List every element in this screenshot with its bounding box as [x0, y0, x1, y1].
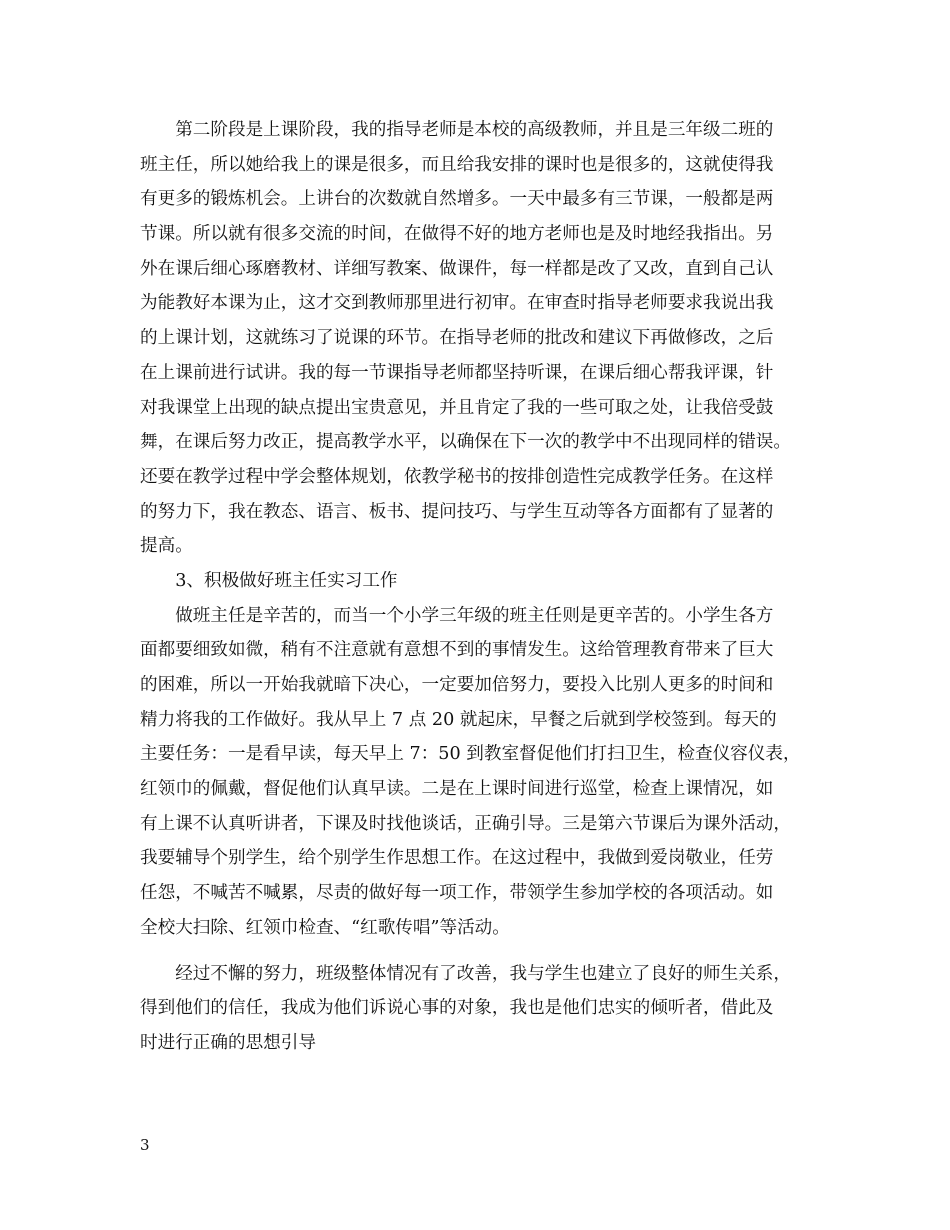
text-line: 外在课后细心琢磨教材、详细写教案、做课件，每一样都是改了又改，直到自己认 [140, 258, 774, 279]
text-line: 得到他们的信任，我成为他们诉说心事的对象，我也是他们忠实的倾听者，借此及 [140, 998, 774, 1019]
text-line: 的上课计划，这就练习了说课的环节。在指导老师的批改和建议下再做修改，之后 [140, 328, 774, 349]
text-line: 经过不懈的努力，班级整体情况有了改善，我与学生也建立了良好的师生关系， [140, 963, 791, 984]
text-line: 第二阶段是上课阶段，我的指导老师是本校的高级教师，并且是三年级二班的 [140, 120, 774, 140]
text-line: 红领巾的佩戴，督促他们认真早读。二是在上课时间进行巡堂，检查上课情况，如 [140, 779, 774, 800]
text-line: 有上课不认真听讲者，下课及时找他谈话，正确引导。三是第六节课后为课外活动， [140, 813, 791, 834]
text-line: 对我课堂上出现的缺点提出宝贵意见，并且肯定了我的一些可取之处，让我倍受鼓 [140, 397, 774, 418]
text-line: 班主任，所以她给我上的课是很多，而且给我安排的课时也是很多的，这就使得我 [140, 154, 774, 175]
text-line: 时进行正确的思想引导 [140, 1032, 316, 1053]
text-line: 为能教好本课为止，这才交到教师那里进行初审。在审查时指导老师要求我说出我 [140, 293, 774, 314]
text-line: 全校大扫除、红领巾检查、“红歌传唱”等活动。 [140, 917, 510, 938]
text-line: 面都要细致如微，稍有不注意就有意想不到的事情发生。这给管理教育带来了巨大 [140, 640, 774, 661]
paragraph-spacing [140, 946, 816, 957]
text-line: 在上课前进行试讲。我的每一节课指导老师都坚持听课，在课后细心帮我评课，针 [140, 362, 774, 383]
text-line: 我要辅导个别学生，给个别学生作思想工作。在这过程中，我做到爱岗敬业，任劳 [140, 848, 774, 869]
text-line: 的困难，所以一开始我就暗下决心，一定要加倍努力，要投入比别人更多的时间和 [140, 675, 774, 695]
text-line: 做班主任是辛苦的，而当一个小学三年级的班主任则是更辛苦的。小学生各方 [140, 605, 774, 626]
text-line: 有更多的锻炼机会。上讲台的次数就自然增多。一天中最多有三节课，一般都是两 [140, 189, 774, 210]
text-line: 主要任务：一是看早读，每天早上 7：50 到教室督促他们打扫卫生，检查仪容仪表， [140, 744, 801, 765]
text-line: 的努力下，我在教态、语言、板书、提问技巧、与学生互动等各方面都有了显著的 [140, 501, 774, 522]
section-heading: 3、积极做好班主任实习工作 [140, 570, 398, 591]
text-line: 精力将我的工作做好。我从早上 7 点 20 就起床，早餐之后就到学校签到。每天的 [140, 709, 777, 730]
page-number: 3 [140, 1136, 150, 1154]
text-line: 节课。所以就有很多交流的时间，在做得不好的地方老师也是及时地经我指出。另 [140, 224, 774, 245]
text-line: 任怨，不喊苦不喊累，尽责的做好每一项工作，带领学生参加学校的各项活动。如 [140, 883, 774, 904]
text-line: 提高。 [140, 536, 193, 557]
text-line: 还要在教学过程中学会整体规划，依教学秘书的按排创造性完成教学任务。在这样 [140, 466, 774, 487]
document-body [140, 113, 816, 1061]
text-line: 舞，在课后努力改正，提高教学水平，以确保在下一次的教学中不出现同样的错误。 [140, 432, 791, 453]
